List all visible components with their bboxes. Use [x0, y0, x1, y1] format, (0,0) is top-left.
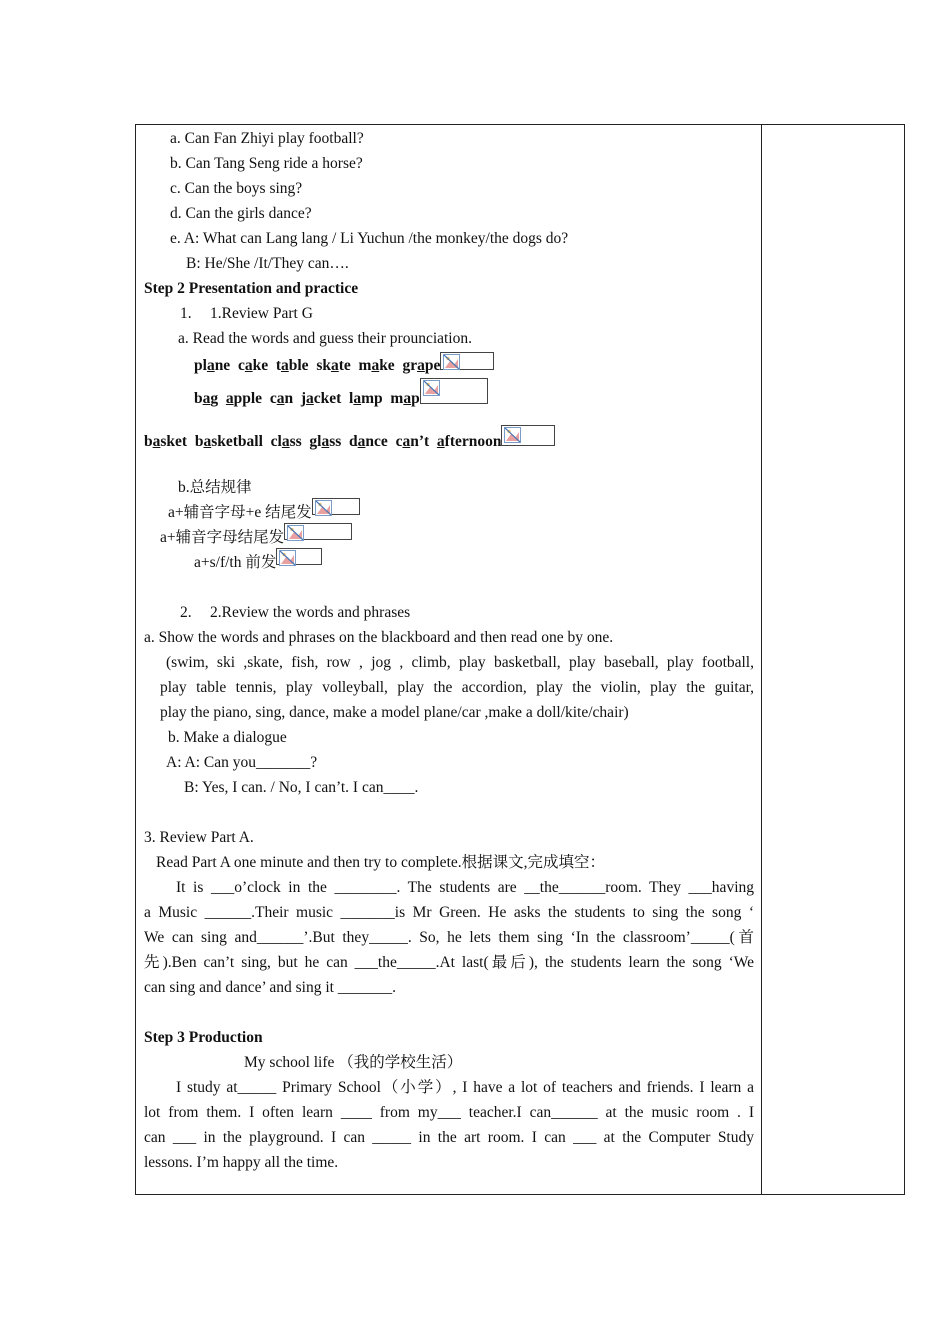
underlined-letter: a: [417, 357, 425, 374]
production-line-4: lessons. I’m happy all the time.: [144, 1154, 339, 1171]
notes-column: [762, 125, 904, 1194]
underlined-letter: a: [330, 357, 339, 374]
phonics-word: glass: [309, 433, 342, 450]
rule-3: a+s/f/th 前发: [144, 550, 754, 575]
item2-instruction: a. Show the words and phrases on the blackboard and then read one by one.: [144, 629, 614, 646]
underlined-letter: a: [225, 390, 234, 407]
image-placeholder: [312, 498, 360, 515]
item1-instruction: a. Read the words and guess their prounciation.: [178, 330, 472, 347]
word-group: [144, 433, 501, 450]
image-placeholder: [284, 523, 352, 540]
step2-item1: [144, 301, 754, 326]
cloze-line-5: can sing and dance’ and sing it _______.: [144, 979, 396, 996]
phonics-word: afternoon: [436, 433, 502, 450]
underlined-letter: a: [353, 390, 362, 407]
words-row-2: [144, 386, 754, 411]
broken-image-icon: [443, 354, 460, 370]
item2-number: 2.: [180, 604, 192, 621]
production-line-1: I study at_____ Primary School（小学）, I have a lot of teachers and friends. I learn a: [176, 1079, 754, 1096]
broken-image-icon: [279, 550, 296, 566]
underlined-letter: a: [306, 390, 314, 407]
broken-image-icon: [287, 525, 304, 541]
underlined-letter: a: [402, 433, 411, 450]
question-d: d. Can the girls dance?: [170, 205, 312, 222]
underlined-letter: a: [281, 433, 290, 450]
lesson-table: [135, 124, 905, 1195]
phonics-word: can: [269, 390, 294, 407]
question-a: a. Can Fan Zhiyi play football?: [170, 130, 364, 147]
image-placeholder: [420, 378, 488, 404]
phonics-word: class: [270, 433, 302, 450]
underlined-letter: a: [152, 433, 161, 450]
lesson-content: [144, 126, 754, 1175]
item1-summary: b.总结规律: [178, 479, 252, 496]
phonics-word: basket: [144, 433, 188, 450]
question-c: c. Can the boys sing?: [170, 180, 303, 197]
cloze-line-1: It is ___o’clock in the ________. The students are __the______room. They ___having: [176, 879, 754, 896]
image-placeholder: [440, 352, 494, 370]
item1-number: 1.: [180, 305, 192, 322]
cloze-line-3: We can sing and______’.But they_____. So, he lets them sing ‘In the classroom’_____(首: [144, 929, 754, 946]
item1-title: 1.Review Part G: [210, 305, 313, 322]
underlined-letter: a: [206, 357, 215, 374]
phrases-line-3: play the piano, sing, dance, make a model plane/car ,make a doll/kite/chair): [160, 704, 629, 721]
dialogue-b: B: Yes, I can. / No, I can’t. I can____.: [184, 779, 419, 796]
item2-title: 2.Review the words and phrases: [210, 604, 411, 621]
word-group: [194, 357, 440, 374]
production-line-2: lot from them. I often learn ____ from my___ teacher.I can______ at the music room . I: [144, 1104, 754, 1121]
step2-item2: [144, 600, 754, 625]
cloze-line-4: 先).Ben can’t sing, but he can ___the_____.At last(最后), the students learn the song ‘We: [144, 954, 754, 971]
underlined-letter: a: [281, 357, 289, 374]
dialogue-a: A: A: Can you_______?: [166, 754, 318, 771]
phonics-word: map: [390, 390, 420, 407]
question-e: e. A: What can Lang lang / Li Yuchun /the monkey/the dogs do?: [170, 230, 569, 247]
underlined-letter: a: [436, 433, 445, 450]
phonics-word: table: [275, 357, 309, 374]
phrases-line-2: play table tennis, play volleyball, play the accordion, play the violin, play the guitar,: [160, 679, 754, 696]
question-e-answer: B: He/She /It/They can….: [186, 255, 349, 272]
phrases-line-1: (swim, ski ,skate, fish, row , jog , climb, play basketball, play baseball, play football,: [166, 654, 754, 671]
phonics-word: dance: [349, 433, 388, 450]
cloze-line-2: a Music ______.Their music _______is Mr Green. He asks the students to sing the song ‘: [144, 904, 754, 921]
phonics-word: can’t: [395, 433, 430, 450]
phonics-word: jacket: [300, 390, 342, 407]
phonics-word: skate: [316, 357, 351, 374]
image-placeholder: [276, 548, 322, 565]
step3-heading: Step 3 Production: [144, 1029, 263, 1046]
item2-dialogue: b. Make a dialogue: [168, 729, 287, 746]
review-instruction: Read Part A one minute and then try to complete.根据课文,完成填空：: [156, 854, 606, 871]
underlined-letter: a: [371, 357, 380, 374]
underlined-letter: a: [403, 390, 412, 407]
underlined-letter: a: [357, 433, 366, 450]
words-row-1: [144, 353, 754, 378]
rule-1: a+辅音字母+e 结尾发: [144, 500, 754, 525]
phonics-word: plane: [194, 357, 231, 374]
broken-image-icon: [315, 500, 332, 516]
production-line-3: can ___ in the playground. I can _____ in the art room. I can ___ at the Computer Study: [144, 1129, 754, 1146]
phonics-word: make: [358, 357, 395, 374]
image-placeholder: [501, 425, 555, 446]
rule-2: a+辅音字母结尾发: [144, 525, 754, 550]
broken-image-icon: [504, 427, 521, 443]
review-part-a-heading: 3. Review Part A.: [144, 829, 254, 846]
underlined-letter: a: [244, 357, 253, 374]
phonics-word: grape: [402, 357, 441, 374]
production-title: My school life （我的学校生活）: [244, 1054, 463, 1071]
step2-heading: Step 2 Presentation and practice: [144, 280, 359, 297]
underlined-letter: a: [276, 390, 285, 407]
phonics-word: cake: [237, 357, 269, 374]
underlined-letter: a: [321, 433, 330, 450]
word-group: [194, 390, 420, 407]
question-b: b. Can Tang Seng ride a horse?: [170, 155, 363, 172]
words-row-3: [144, 429, 754, 454]
phonics-word: bag: [194, 390, 219, 407]
phonics-word: lamp: [349, 390, 383, 407]
underlined-letter: a: [203, 433, 212, 450]
broken-image-icon: [423, 380, 440, 396]
phonics-word: basketball: [194, 433, 263, 450]
underlined-letter: a: [202, 390, 211, 407]
phonics-word: apple: [225, 390, 263, 407]
